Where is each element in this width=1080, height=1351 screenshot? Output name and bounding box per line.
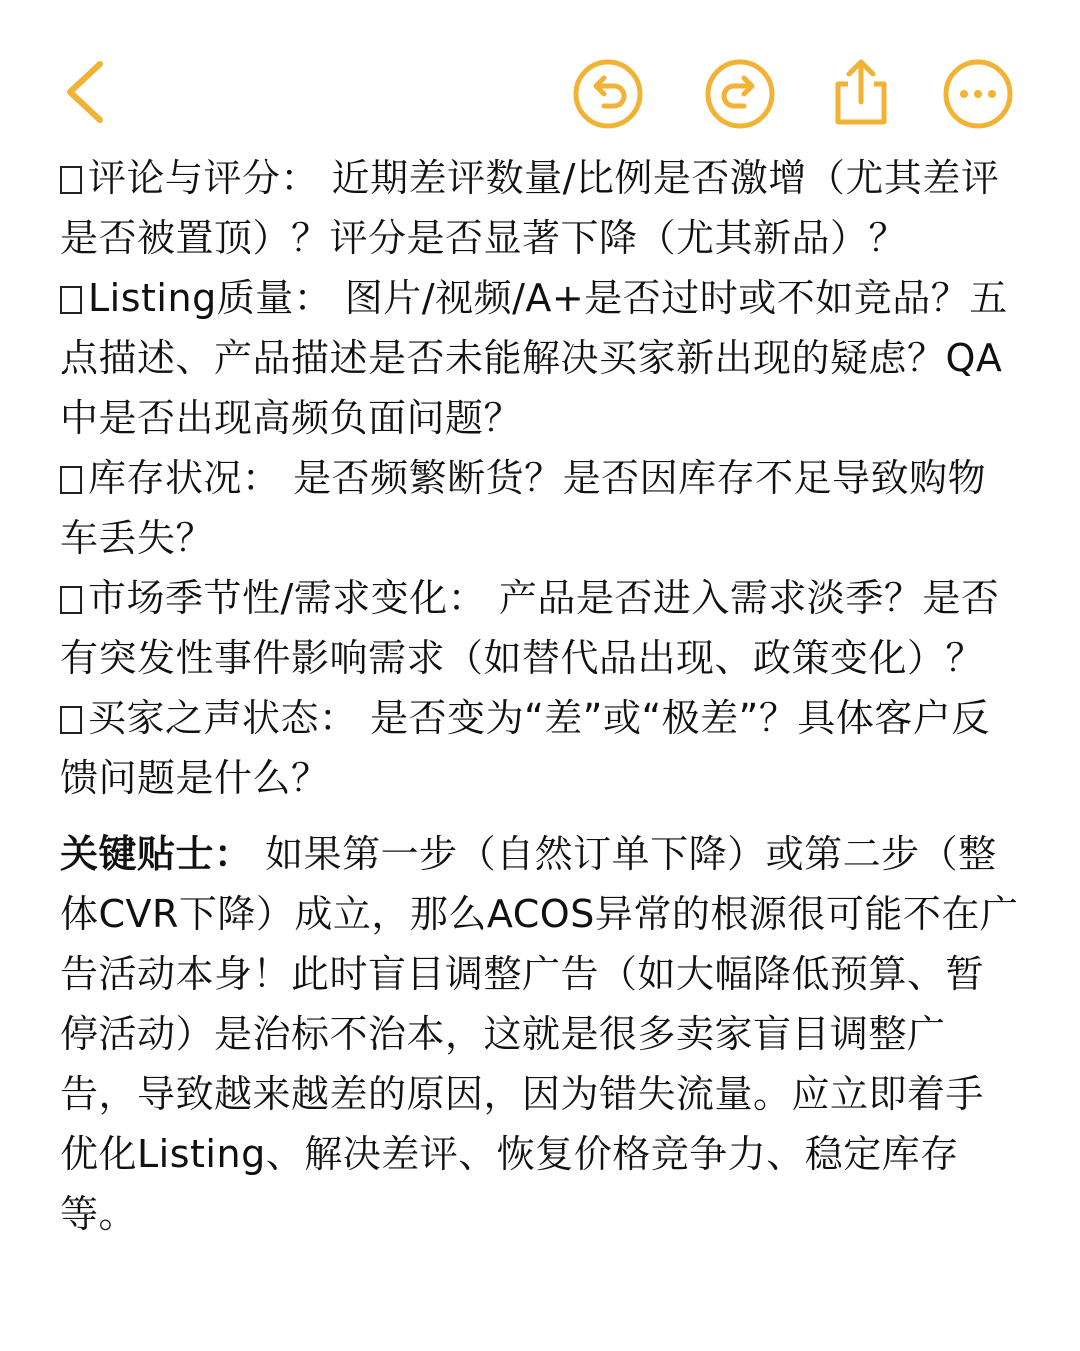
- checkbox[interactable]: [60, 286, 82, 314]
- item-title: Listing质量：: [88, 276, 333, 320]
- item-title: 库存状况：: [88, 456, 281, 500]
- item-body: 近期差评数量/比例是否激增（尤其差评是否被置顶）？评分是否显著下降（尤其新品）？: [60, 156, 1000, 260]
- checkbox[interactable]: [60, 466, 82, 494]
- item-body: 是否变为“差”或“极差”？具体客户反馈问题是什么？: [60, 696, 990, 800]
- item-title: 买家之声状态：: [88, 696, 358, 740]
- checklist-item-voice-of-buyer: [60, 688, 1020, 808]
- item-title: 评论与评分：: [88, 156, 320, 200]
- top-toolbar: [0, 0, 1080, 140]
- item-title: 市场季节性/需求变化：: [88, 576, 487, 620]
- checkbox[interactable]: [60, 166, 82, 194]
- item-body: 是否频繁断货？是否因库存不足导致购物车丢失？: [60, 456, 987, 560]
- checkbox[interactable]: [60, 706, 82, 734]
- share-icon[interactable]: [826, 52, 896, 132]
- tip-body: 如果第一步（自然订单下降）或第二步（整体CVR下降）成立，那么ACOS异常的根源很可能不在广告活动本身！此时盲目调整广告（如大幅降低预算、暂停活动）是治标不治本，这就是很多卖家盲目调整广告，导致越来越差的原因，因为错失流量。应立即着手优化Listing、解决差评、恢复价格竞争力、稳定库存等。: [60, 832, 1019, 1236]
- checklist-item-listing-quality: [60, 268, 1020, 448]
- redo-icon[interactable]: [702, 56, 778, 132]
- back-chevron-icon[interactable]: [50, 52, 120, 132]
- key-tip-paragraph: [60, 824, 1020, 1244]
- tip-title: 关键贴士：: [60, 832, 253, 876]
- checkbox[interactable]: [60, 586, 82, 614]
- undo-icon[interactable]: [570, 56, 646, 132]
- checklist-item-reviews: [60, 148, 1020, 268]
- item-body: 图片/视频/A+是否过时或不如竞品？五点描述、产品描述是否未能解决买家新出现的疑虑？QA中是否出现高频负面问题？: [60, 276, 1008, 440]
- checklist-item-inventory: [60, 448, 1020, 568]
- more-icon[interactable]: [940, 56, 1016, 132]
- checklist-item-seasonality: [60, 568, 1020, 688]
- note-content[interactable]: [60, 148, 1020, 1244]
- item-body: 产品是否进入需求淡季？是否有突发性事件影响需求（如替代品出现、政策变化）？: [60, 576, 1000, 680]
